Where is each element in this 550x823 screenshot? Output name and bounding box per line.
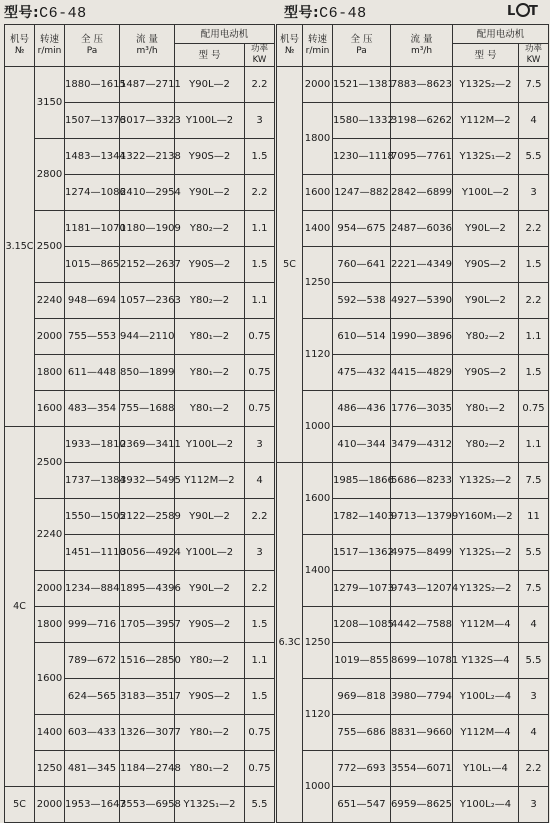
speed-cell: 2240: [35, 283, 65, 319]
motor-cell: Y90L—2: [175, 571, 245, 607]
header-pressure: 全 压 Pa: [65, 25, 120, 67]
motor-cell: Y90S—2: [175, 607, 245, 643]
flow-cell: 1895—4396: [120, 571, 175, 607]
power-cell: 2.2: [519, 283, 549, 319]
flow-cell: 3017—3323: [120, 103, 175, 139]
motor-cell: Y80₂—2: [175, 283, 245, 319]
flow-cell: 1180—1909: [120, 211, 175, 247]
pressure-cell: 1234—884: [65, 571, 120, 607]
table-row: [5, 571, 275, 607]
table-row: [5, 355, 275, 391]
table-row: [277, 103, 549, 139]
flow-cell: 4415—4829: [391, 355, 453, 391]
power-cell: 5.5: [519, 535, 549, 571]
motor-cell: Y100L—2: [175, 103, 245, 139]
pressure-cell: 486—436: [333, 391, 391, 427]
table-row: [5, 211, 275, 247]
pressure-cell: 651—547: [333, 787, 391, 823]
svg-text:T: T: [529, 4, 538, 19]
flow-cell: 3198—6262: [391, 103, 453, 139]
motor-cell: Y132S₂—2: [453, 463, 519, 499]
speed-cell: 1600: [35, 391, 65, 427]
table-row: [277, 751, 549, 787]
pressure-cell: 1247—882: [333, 175, 391, 211]
flow-cell: 1326—3077: [120, 715, 175, 751]
pressure-cell: 760—641: [333, 247, 391, 283]
header-speed: 转速 r/min: [35, 25, 65, 67]
flow-cell: 2487—6036: [391, 211, 453, 247]
speed-cell: 2000: [35, 571, 65, 607]
motor-cell: Y90S—2: [175, 247, 245, 283]
speed-cell: 2500: [35, 427, 65, 499]
header-model-no: 机号 №: [277, 25, 303, 67]
flow-cell: 8699—10781: [391, 643, 453, 679]
fan-spec-table-left: [4, 24, 275, 823]
title-right: [284, 2, 367, 22]
pressure-cell: 1550—1505: [65, 499, 120, 535]
motor-cell: Y132S₁—2: [453, 535, 519, 571]
pressure-cell: 1279—1073: [333, 571, 391, 607]
speed-cell: 1800: [35, 607, 65, 643]
table-row: [5, 391, 275, 427]
motor-cell: Y132S₂—2: [453, 571, 519, 607]
power-cell: 0.75: [245, 355, 275, 391]
flow-cell: 6959—8625: [391, 787, 453, 823]
speed-cell: 3150: [35, 67, 65, 139]
table-row: [277, 247, 549, 283]
pressure-cell: 624—565: [65, 679, 120, 715]
company-logo-icon: [506, 2, 542, 18]
pressure-cell: 1933—1810: [65, 427, 120, 463]
title-left: [4, 2, 87, 22]
pressure-cell: 1985—1866: [333, 463, 391, 499]
model-cell: 5C: [277, 67, 303, 463]
title-label: 型号:: [284, 5, 320, 21]
speed-cell: 1120: [303, 679, 333, 751]
pressure-cell: 1230—1118: [333, 139, 391, 175]
header-power: 功率 KW: [519, 44, 549, 67]
flow-cell: 3479—4312: [391, 427, 453, 463]
pressure-cell: 789—672: [65, 643, 120, 679]
speed-cell: 1600: [35, 643, 65, 715]
flow-cell: 4975—8499: [391, 535, 453, 571]
power-cell: 1.5: [245, 247, 275, 283]
header-speed: 转速 r/min: [303, 25, 333, 67]
motor-cell: Y80₁—2: [175, 715, 245, 751]
motor-cell: Y90S—2: [175, 139, 245, 175]
power-cell: 4: [519, 715, 549, 751]
motor-cell: Y80₂—2: [175, 643, 245, 679]
power-cell: 4: [519, 607, 549, 643]
power-cell: 2.2: [245, 571, 275, 607]
power-cell: 3: [245, 103, 275, 139]
table-row: [277, 391, 549, 427]
pressure-cell: 1507—1376: [65, 103, 120, 139]
pressure-cell: 1880—1615: [65, 67, 120, 103]
motor-cell: Y100L—2: [453, 175, 519, 211]
title-model: C6-48: [319, 5, 367, 22]
power-cell: 4: [245, 463, 275, 499]
pressure-cell: 1953—1647: [65, 787, 120, 823]
table-row: [277, 319, 549, 355]
flow-cell: 1487—2711: [120, 67, 175, 103]
pressure-cell: 592—538: [333, 283, 391, 319]
motor-cell: Y90L—2: [175, 67, 245, 103]
flow-cell: 850—1899: [120, 355, 175, 391]
header-model-no: 机号 №: [5, 25, 35, 67]
motor-cell: Y90L—2: [453, 211, 519, 247]
flow-cell: 1057—2363: [120, 283, 175, 319]
flow-cell: 7095—7761: [391, 139, 453, 175]
table-row: [277, 175, 549, 211]
pressure-cell: 1737—1384: [65, 463, 120, 499]
power-cell: 7.5: [519, 463, 549, 499]
power-cell: 1.1: [245, 211, 275, 247]
header-motor-model: 型 号: [453, 44, 519, 67]
power-cell: 1.5: [519, 247, 549, 283]
motor-cell: Y160M₁—2: [453, 499, 519, 535]
table-row: [277, 211, 549, 247]
flow-cell: 3932—5495: [120, 463, 175, 499]
pressure-cell: 610—514: [333, 319, 391, 355]
header-pressure: 全 压 Pa: [333, 25, 391, 67]
power-cell: 7.5: [519, 571, 549, 607]
motor-cell: Y90L—2: [453, 283, 519, 319]
speed-cell: 1600: [303, 463, 333, 535]
motor-cell: Y80₁—2: [175, 355, 245, 391]
pressure-cell: 948—694: [65, 283, 120, 319]
header-flow: 流 量 m³/h: [120, 25, 175, 67]
table-row: [5, 787, 275, 823]
speed-cell: 1400: [35, 715, 65, 751]
header-motor: 配用电动机: [453, 25, 549, 44]
pressure-cell: 1015—865: [65, 247, 120, 283]
power-cell: 5.5: [519, 643, 549, 679]
power-cell: 1.1: [519, 427, 549, 463]
flow-cell: 4442—7588: [391, 607, 453, 643]
table-row: [277, 463, 549, 499]
pressure-cell: 481—345: [65, 751, 120, 787]
motor-cell: Y90S—2: [453, 247, 519, 283]
motor-cell: Y100L—2: [175, 427, 245, 463]
pressure-cell: 772—693: [333, 751, 391, 787]
motor-cell: Y132S₁—2: [175, 787, 245, 823]
flow-cell: 7883—8623: [391, 67, 453, 103]
power-cell: 2.2: [519, 211, 549, 247]
power-cell: 2.2: [245, 499, 275, 535]
power-cell: 0.75: [245, 751, 275, 787]
header-flow: 流 量 m³/h: [391, 25, 453, 67]
speed-cell: 1400: [303, 535, 333, 607]
flow-cell: 8831—9660: [391, 715, 453, 751]
table-row: [5, 607, 275, 643]
power-cell: 3: [245, 427, 275, 463]
power-cell: 5.5: [519, 139, 549, 175]
motor-cell: Y90L—2: [175, 175, 245, 211]
pressure-cell: 999—716: [65, 607, 120, 643]
power-cell: 0.75: [245, 715, 275, 751]
speed-cell: 1800: [303, 103, 333, 175]
flow-cell: 2369—3411: [120, 427, 175, 463]
speed-cell: 2800: [35, 139, 65, 211]
speed-cell: 1000: [303, 391, 333, 463]
flow-cell: 1516—2850: [120, 643, 175, 679]
pressure-cell: 1782—1403: [333, 499, 391, 535]
motor-cell: Y112M—4: [453, 607, 519, 643]
flow-cell: 9713—13799: [391, 499, 453, 535]
motor-cell: Y132S₁—2: [453, 139, 519, 175]
speed-cell: 1120: [303, 319, 333, 391]
flow-cell: 2221—4349: [391, 247, 453, 283]
pressure-cell: 611—448: [65, 355, 120, 391]
table-row: [5, 751, 275, 787]
table-row: [5, 283, 275, 319]
flow-cell: 3183—3517: [120, 679, 175, 715]
motor-cell: Y80₂—2: [175, 211, 245, 247]
flow-cell: 4927—5390: [391, 283, 453, 319]
speed-cell: 1400: [303, 211, 333, 247]
speed-cell: 1000: [303, 751, 333, 823]
motor-cell: Y100L₂—4: [453, 787, 519, 823]
power-cell: 5.5: [245, 787, 275, 823]
flow-cell: 1322—2138: [120, 139, 175, 175]
power-cell: 1.1: [245, 643, 275, 679]
pressure-cell: 1181—1070: [65, 211, 120, 247]
table-row: [5, 139, 275, 175]
pressure-cell: 1580—1332: [333, 103, 391, 139]
speed-cell: 1250: [303, 607, 333, 679]
flow-cell: 2122—2589: [120, 499, 175, 535]
pressure-cell: 755—686: [333, 715, 391, 751]
flow-cell: 1184—2748: [120, 751, 175, 787]
fan-spec-table-right: [276, 24, 549, 823]
speed-cell: 2000: [303, 67, 333, 103]
motor-cell: Y112M—4: [453, 715, 519, 751]
motor-cell: Y112M—2: [453, 103, 519, 139]
motor-cell: Y90S—2: [453, 355, 519, 391]
speed-cell: 1250: [303, 247, 333, 319]
speed-cell: 2000: [35, 787, 65, 823]
power-cell: 0.75: [245, 319, 275, 355]
motor-cell: Y100L₂—4: [453, 679, 519, 715]
speed-cell: 1800: [35, 355, 65, 391]
table-row: [277, 679, 549, 715]
header-power: 功率 KW: [245, 44, 275, 67]
header-motor-model: 型 号: [175, 44, 245, 67]
model-cell: 6.3C: [277, 463, 303, 823]
motor-cell: Y90L—2: [175, 499, 245, 535]
flow-cell: 2152—2637: [120, 247, 175, 283]
speed-cell: 2000: [35, 319, 65, 355]
table-row: [277, 607, 549, 643]
title-model: C6-48: [39, 5, 87, 22]
power-cell: 1.5: [245, 679, 275, 715]
motor-cell: Y132S—4: [453, 643, 519, 679]
svg-text:L: L: [507, 4, 516, 19]
pressure-cell: 1521—1381: [333, 67, 391, 103]
motor-cell: Y80₂—2: [453, 319, 519, 355]
power-cell: 3: [519, 679, 549, 715]
motor-cell: Y10L₁—4: [453, 751, 519, 787]
power-cell: 2.2: [245, 67, 275, 103]
pressure-cell: 1274—1086: [65, 175, 120, 211]
flow-cell: 3553—6958: [120, 787, 175, 823]
power-cell: 1.1: [245, 283, 275, 319]
motor-cell: Y90S—2: [175, 679, 245, 715]
power-cell: 3: [519, 175, 549, 211]
pressure-cell: 475—432: [333, 355, 391, 391]
pressure-cell: 954—675: [333, 211, 391, 247]
power-cell: 3: [519, 787, 549, 823]
pressure-cell: 603—433: [65, 715, 120, 751]
motor-cell: Y80₁—2: [453, 391, 519, 427]
speed-cell: 1250: [35, 751, 65, 787]
flow-cell: 9743—12074: [391, 571, 453, 607]
flow-cell: 944—2110: [120, 319, 175, 355]
model-cell: 4C: [5, 427, 35, 787]
table-row: [277, 67, 549, 103]
flow-cell: 5686—8233: [391, 463, 453, 499]
flow-cell: 3980—7794: [391, 679, 453, 715]
table-row: [5, 715, 275, 751]
motor-cell: Y132S₂—2: [453, 67, 519, 103]
speed-cell: 2240: [35, 499, 65, 571]
model-cell: 3.15C: [5, 67, 35, 427]
motor-cell: Y80₁—2: [175, 319, 245, 355]
motor-cell: Y112M—2: [175, 463, 245, 499]
pressure-cell: 410—344: [333, 427, 391, 463]
speed-cell: 1600: [303, 175, 333, 211]
flow-cell: 3056—4924: [120, 535, 175, 571]
pressure-cell: 1208—1085: [333, 607, 391, 643]
pressure-cell: 969—818: [333, 679, 391, 715]
title-label: 型号:: [4, 5, 40, 21]
flow-cell: 3554—6071: [391, 751, 453, 787]
power-cell: 1.1: [519, 319, 549, 355]
table-row: [277, 535, 549, 571]
motor-cell: Y100L—2: [175, 535, 245, 571]
power-cell: 0.75: [245, 391, 275, 427]
pressure-cell: 1451—1110: [65, 535, 120, 571]
speed-cell: 2500: [35, 211, 65, 283]
flow-cell: 2842—6899: [391, 175, 453, 211]
flow-cell: 1705—3957: [120, 607, 175, 643]
power-cell: 1.5: [245, 139, 275, 175]
table-row: [5, 499, 275, 535]
pressure-cell: 483—354: [65, 391, 120, 427]
table-row: [5, 319, 275, 355]
power-cell: 4: [519, 103, 549, 139]
header-motor: 配用电动机: [175, 25, 275, 44]
table-row: [5, 427, 275, 463]
motor-cell: Y80₁—2: [175, 391, 245, 427]
table-row: [5, 643, 275, 679]
power-cell: 1.5: [519, 355, 549, 391]
power-cell: 7.5: [519, 67, 549, 103]
table-row: [5, 67, 275, 103]
power-cell: 0.75: [519, 391, 549, 427]
pressure-cell: 1483—1344: [65, 139, 120, 175]
flow-cell: 1776—3035: [391, 391, 453, 427]
pressure-cell: 1517—1362: [333, 535, 391, 571]
power-cell: 1.5: [245, 607, 275, 643]
flow-cell: 1990—3896: [391, 319, 453, 355]
flow-cell: 755—1688: [120, 391, 175, 427]
pressure-cell: 1019—855: [333, 643, 391, 679]
power-cell: 11: [519, 499, 549, 535]
motor-cell: Y80₁—2: [175, 751, 245, 787]
pressure-cell: 755—553: [65, 319, 120, 355]
motor-cell: Y80₂—2: [453, 427, 519, 463]
power-cell: 2.2: [519, 751, 549, 787]
model-cell: 5C: [5, 787, 35, 823]
flow-cell: 2410—2954: [120, 175, 175, 211]
power-cell: 2.2: [245, 175, 275, 211]
power-cell: 3: [245, 535, 275, 571]
